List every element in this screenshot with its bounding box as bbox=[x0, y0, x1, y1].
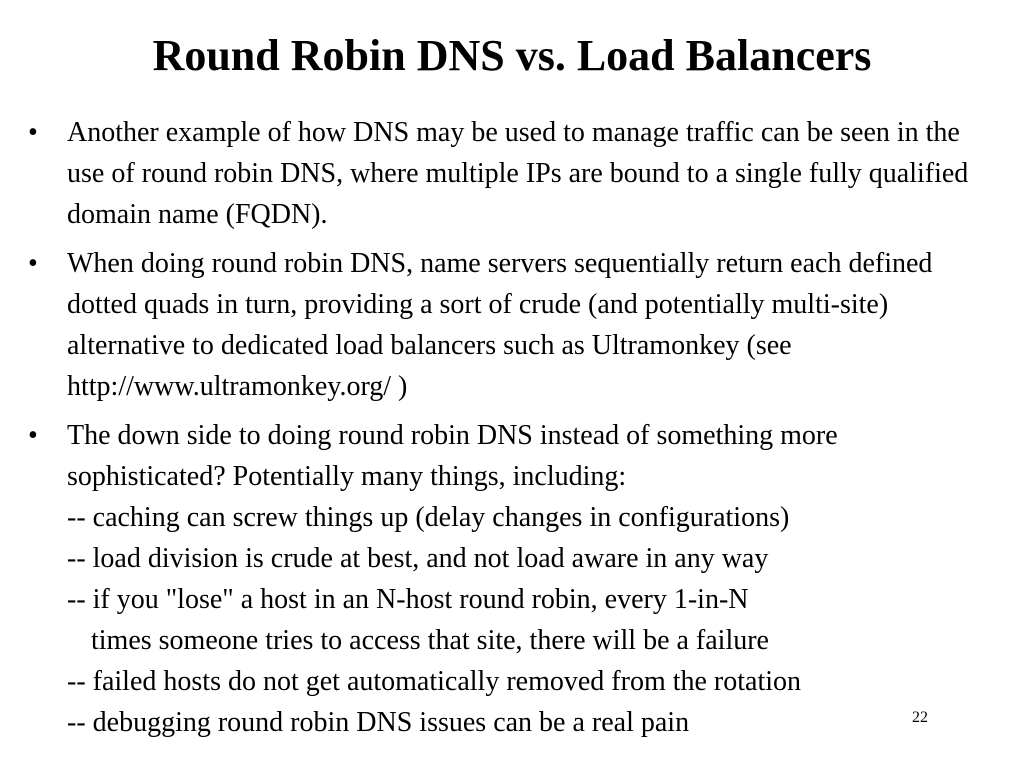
bullet-sub-line: -- load division is crude at best, and not load aware in any way bbox=[67, 543, 769, 574]
bullet-item bbox=[28, 243, 988, 407]
bullet-icon: • bbox=[28, 117, 38, 148]
bullet-item bbox=[28, 112, 988, 235]
slide-title: Round Robin DNS vs. Load Balancers bbox=[152, 31, 872, 80]
bullet-text: The down side to doing round robin DNS instead of something more sophisticated? Potentially many things, including: bbox=[67, 420, 838, 492]
page-number: 22 bbox=[912, 709, 928, 726]
bullet-text: Another example of how DNS may be used to manage traffic can be seen in the use of round robin DNS, where multiple IPs are bound to a single fully qualified domain name (FQDN). bbox=[67, 117, 969, 230]
bullet-list bbox=[28, 112, 988, 751]
bullet-icon: • bbox=[28, 420, 38, 451]
bullet-icon: • bbox=[28, 248, 38, 279]
bullet-text: When doing round robin DNS, name servers sequentially return each defined dotted quads in turn, providing a sort of crude (and potentially multi-site) alternative to dedicated load balancers such as Ultramonkey (see http://www.ultramonkey.org/ ) bbox=[67, 248, 933, 402]
bullet-sub-line: -- caching can screw things up (delay changes in configurations) bbox=[67, 502, 790, 533]
bullet-sub-line: -- failed hosts do not get automatically removed from the rotation bbox=[67, 666, 802, 697]
bullet-sub-line: -- if you "lose" a host in an N-host round robin, every 1-in-N bbox=[67, 584, 749, 615]
bullet-item bbox=[28, 415, 988, 743]
bullet-sub-line: times someone tries to access that site, there will be a failure bbox=[91, 625, 769, 656]
bullet-sub-line: -- debugging round robin DNS issues can be a real pain bbox=[67, 707, 690, 738]
